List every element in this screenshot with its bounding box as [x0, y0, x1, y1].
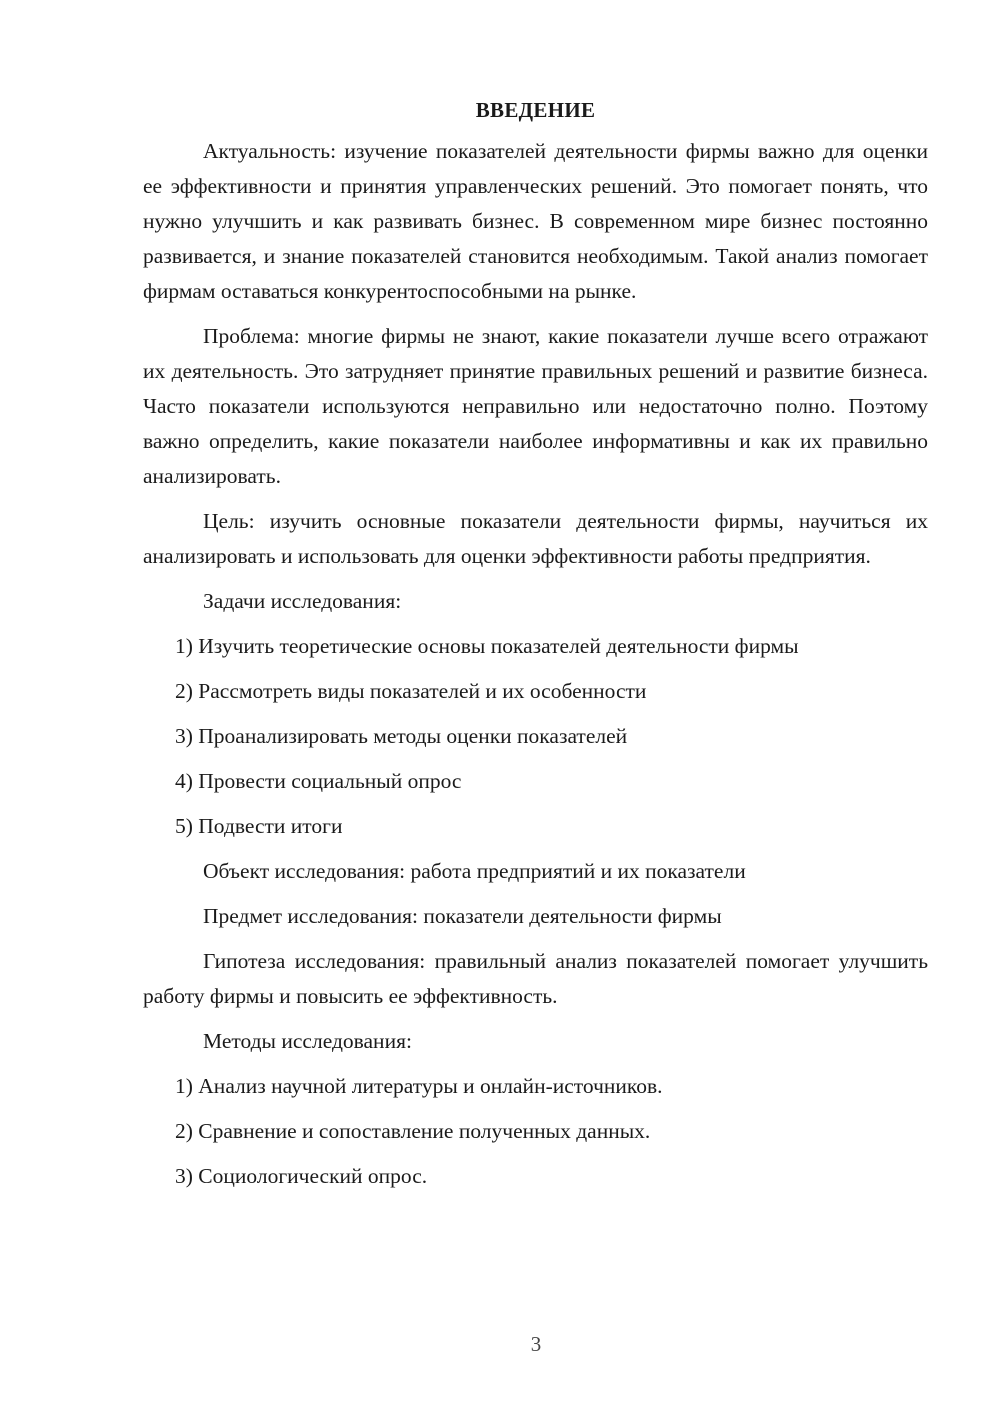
- list-item: 3) Проанализировать методы оценки показателей: [175, 724, 628, 748]
- list-item: 2) Рассмотреть виды показателей и их особенности: [175, 679, 647, 703]
- tasks-heading: Задачи исследования:: [203, 589, 402, 613]
- list-item: 2) Сравнение и сопоставление полученных данных.: [175, 1119, 651, 1143]
- list-item: 1) Изучить теоретические основы показателей деятельности фирмы: [175, 634, 799, 658]
- hypothesis-paragraph: Гипотеза исследования: правильный анализ показателей помогает улучшить работу фирмы и повысить ее эффективность.: [143, 949, 928, 1008]
- goal-paragraph: Цель: изучить основные показатели деятельности фирмы, научиться их анализировать и использовать для оценки эффективности работы предприятия.: [143, 509, 928, 568]
- page-title: ВВЕДЕНИЕ: [475, 98, 596, 122]
- object-line: Объект исследования: работа предприятий и их показатели: [203, 859, 746, 883]
- subject-line: Предмет исследования: показатели деятельности фирмы: [203, 904, 722, 928]
- list-item: 3) Социологический опрос.: [175, 1164, 428, 1188]
- tasks-list: [143, 629, 928, 844]
- list-item: 4) Провести социальный опрос: [175, 769, 462, 793]
- relevance-paragraph: Актуальность: изучение показателей деятельности фирмы важно для оценки ее эффективности и принятия управленческих решений. Это помогает понять, что нужно улучшить и как развивать бизнес. В современном мире бизнес постоянно развивается, и знание показателей становится необходимым. Такой анализ помогает фирмам оставаться конкурентоспособными на рынке.: [143, 139, 928, 303]
- list-item: 1) Анализ научной литературы и онлайн-источников.: [175, 1074, 663, 1098]
- list-item: 5) Подвести итоги: [175, 814, 343, 838]
- page-number: 3: [530, 1332, 542, 1356]
- document-page: [143, 96, 928, 1204]
- problem-paragraph: Проблема: многие фирмы не знают, какие показатели лучше всего отражают их деятельность. Это затрудняет принятие правильных решений и развитие бизнеса. Часто показатели используются неправильно или недостаточно полно. Поэтому важно определить, какие показатели наиболее информативны и как их правильно анализировать.: [143, 324, 928, 488]
- methods-heading: Методы исследования:: [203, 1029, 412, 1053]
- methods-list: [143, 1069, 928, 1194]
